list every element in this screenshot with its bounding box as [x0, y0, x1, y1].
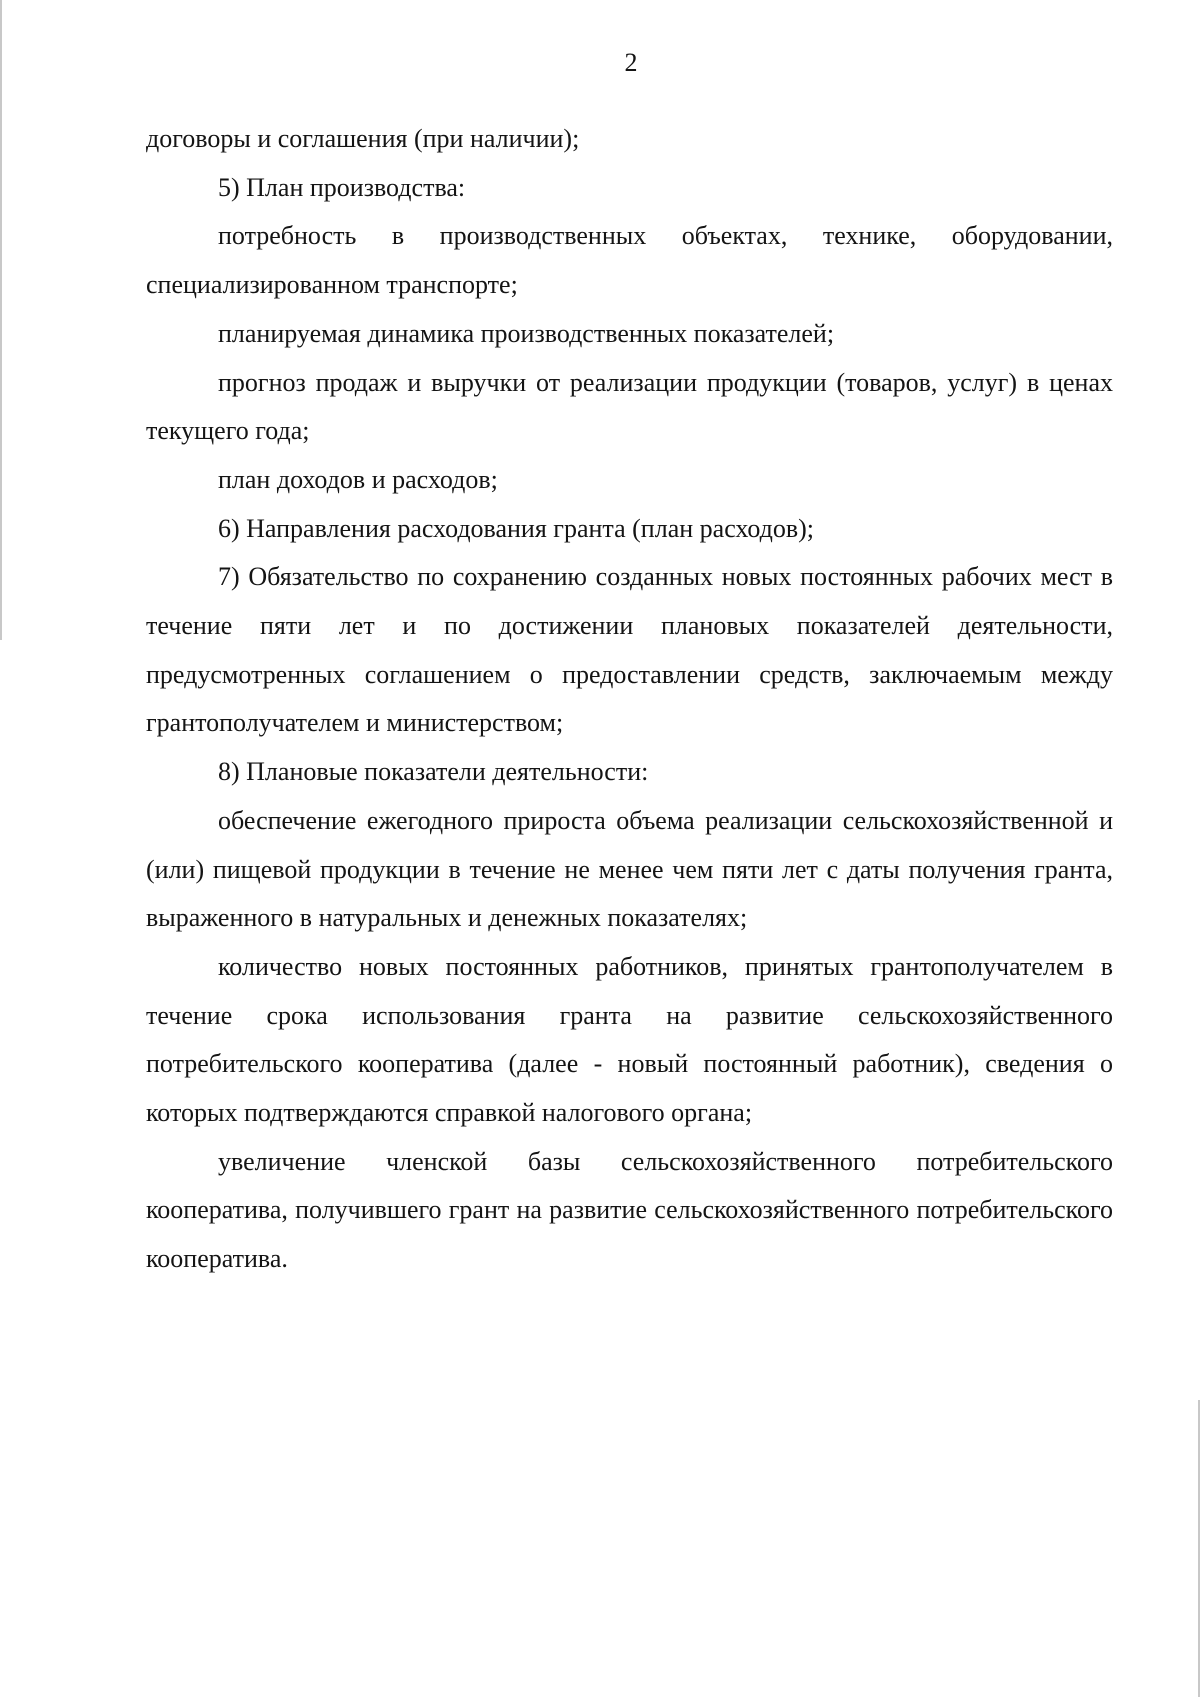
page-number: 2: [624, 48, 638, 77]
paragraph-sales-forecast: прогноз продаж и выручки от реализации продукции (товаров, услуг) в ценах текущего года;: [146, 367, 1113, 446]
paragraph-membership-growth: увеличение членской базы сельскохозяйственного потребительского кооператива, получившего грант на развитие сельскохозяйственного потребительского кооператива.: [146, 1146, 1113, 1274]
paragraph-production-dynamics: планируемая динамика производственных показателей;: [218, 318, 835, 348]
page-edge-left: [0, 0, 2, 640]
paragraph-sales-growth: обеспечение ежегодного прироста объема реализации сельскохозяйственной и (или) пищевой продукции в течение не менее чем пяти лет с даты получения гранта, выраженного в натуральных и денежных показателях;: [146, 805, 1113, 933]
paragraph-grant-spending: 6) Направления расходования гранта (план расходов);: [218, 513, 815, 543]
paragraph-production-plan-heading: 5) План производства:: [218, 172, 466, 202]
paragraph-contracts: договоры и соглашения (при наличии);: [146, 124, 580, 153]
paragraph-income-expenses: план доходов и расходов;: [218, 464, 498, 494]
paragraph-production-needs: потребность в производственных объектах, технике, оборудовании, специализированном транспорте;: [146, 221, 1113, 300]
paragraph-new-employees: количество новых постоянных работников, принятых грантополучателем в течение срока использования гранта на развитие сельскохозяйственного потребительского кооператива (далее - новый постоянный работник), сведения о которых подтверждаются справкой налогового органа;: [146, 951, 1113, 1128]
document-body: [146, 115, 1113, 1284]
paragraph-obligation: 7) Обязательство по сохранению созданных новых постоянных рабочих мест в течение пяти лет и по достижении плановых показателей деятельности, предусмотренных соглашением о предоставлении средств, заключаемым между грантополучателем и министерством;: [146, 562, 1113, 738]
paragraph-planned-indicators-heading: 8) Плановые показатели деятельности:: [218, 757, 649, 787]
